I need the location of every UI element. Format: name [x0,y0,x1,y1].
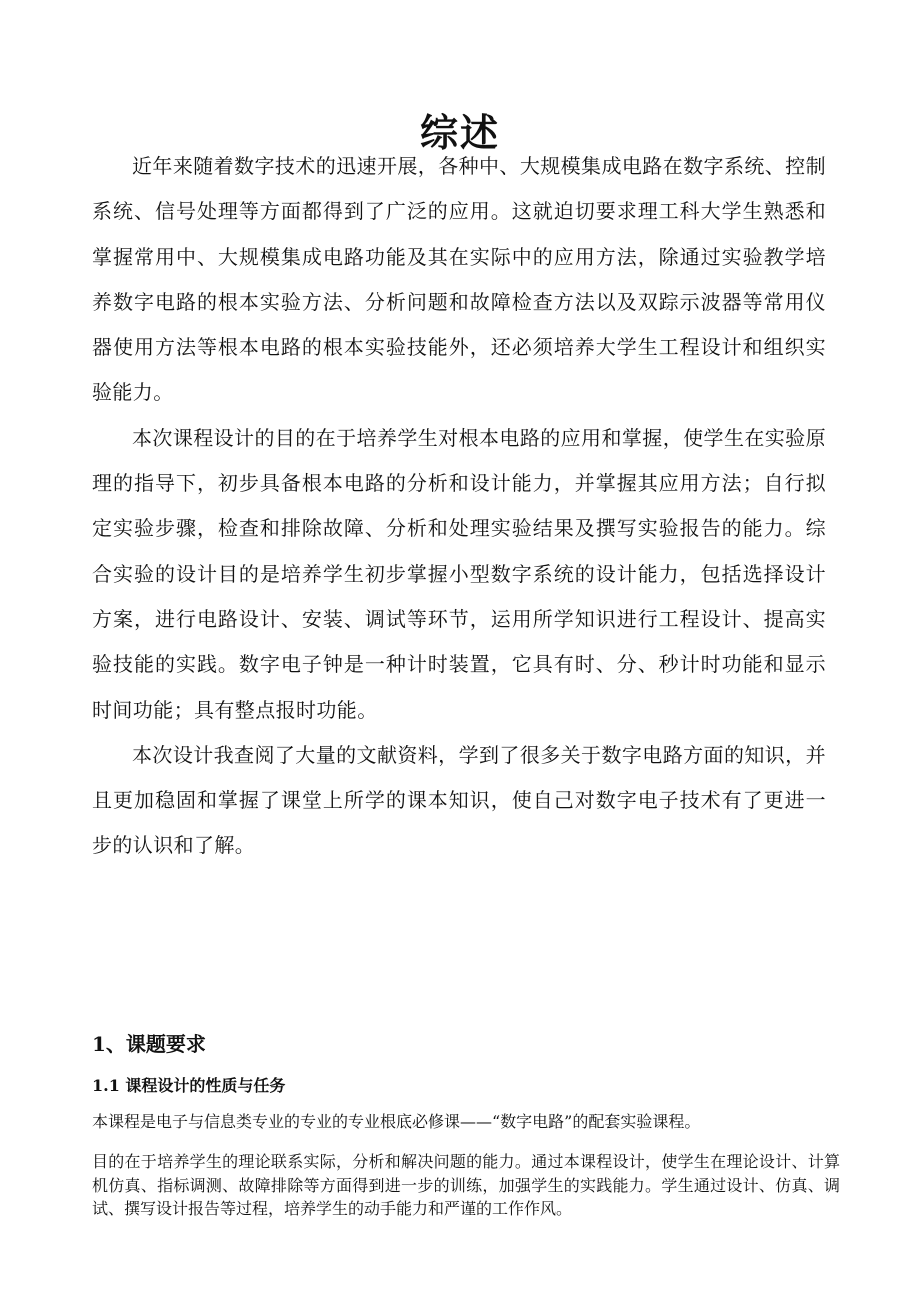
section-heading-1: 1、课题要求 [92,1032,206,1056]
summary-paragraph-3: 本次设计我查阅了大量的文献资料，学到了很多关于数字电路方面的知识，并且更加稳固和掌握了课堂上所学的课本知识，使自己对数字电子技术有了更进一步的认识和了解。 [92,742,826,858]
summary-paragraph-1: 近年来随着数字技术的迅速开展，各种中、大规模集成电路在数字系统、控制系统、信号处理等方面都得到了广泛的应用。这就迫切要求理工科大学生熟悉和掌握常用中、大规模集成电路功能及其在实际中的应用方法，除通过实验教学培养数字电路的根本实验方法、分析问题和故障检查方法以及双踪示波器等常用仪器使用方法等根本电路的根本实验技能外，还必须培养大学生工程设计和组织实验能力。 [92,154,826,405]
subsection-heading-1-1: 1.1 课程设计的性质与任务 [92,1076,286,1095]
subsection-paragraph-2: 目的在于培养学生的理论联系实际，分析和解决问题的能力。通过本课程设计，使学生在理论设计、计算机仿真、指标调测、故障排除等方面得到进一步的训练，加强学生的实践能力。学生通过设计、仿真、调试、撰写设计报告等过程，培养学生的动手能力和严谨的工作作风。 [92,1152,840,1219]
page-title: 综述 [419,110,500,156]
summary-body [92,144,826,869]
summary-paragraph-2: 本次课程设计的目的在于培养学生对根本电路的应用和掌握，使学生在实验原理的指导下，初步具备根本电路的分析和设计能力，并掌握其应用方法；自行拟定实验步骤，检查和排除故障、分析和处理实验结果及撰写实验报告的能力。综合实验的设计目的是培养学生初步掌握小型数字系统的设计能力，包括选择设计方案，进行电路设计、安装、调试等环节，运用所学知识进行工程设计、提高实验技能的实践。数字电子钟是一种计时装置，它具有时、分、秒计时功能和显示时间功能；具有整点报时功能。 [92,425,826,722]
subsection-paragraph-1: 本课程是电子与信息类专业的专业的专业根底必修课——“数字电路”的配套实验课程。 [92,1112,701,1131]
